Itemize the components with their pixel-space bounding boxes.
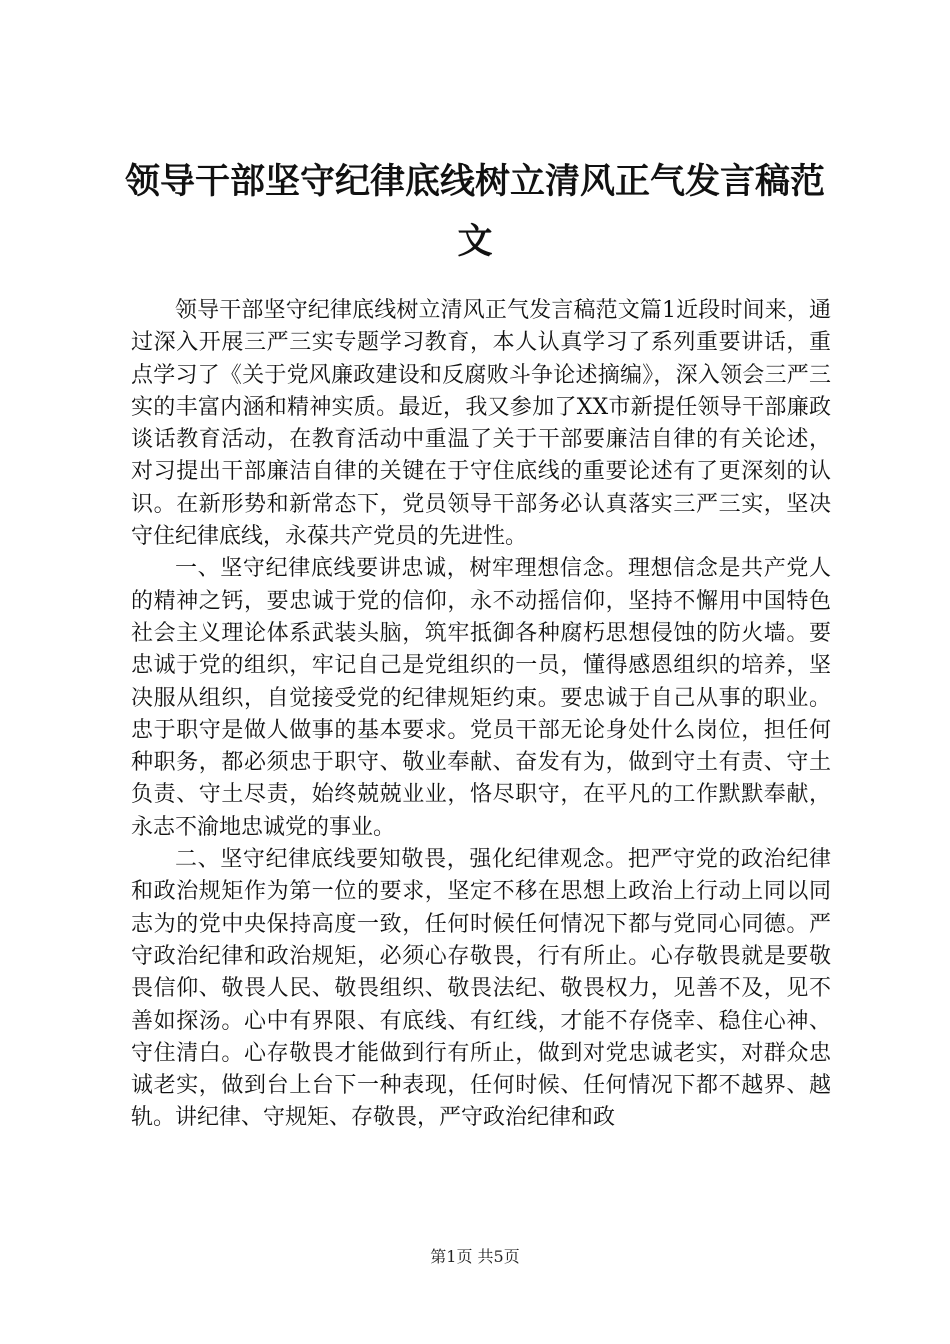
paragraph-section-two: 二、坚守纪律底线要知敬畏，强化纪律观念。把严守党的政治纪律和政治规矩作为第一位的要求，坚定不移在思想上政治上行动上同以同志为的党中央保持高度一致，任何时候任何情况下都与党同心同德。严守政治纪律和政治规矩，必须心存敬畏，行有所止。心存敬畏就是要敬畏信仰、敬畏人民、敬畏组织、敬畏法纪、敬畏权力，见善不及，见不善如探汤。心中有界限、有底线、有红线，才能不存侥幸、稳住心神、守住清白。心存敬畏才能做到行有所止，做到对党忠诚老实，对群众忠诚老实，做到台上台下一种表现，任何时候、任何情况下都不越界、越轨。讲纪律、守规矩、存敬畏，严守政治纪律和政 (131, 847, 831, 1131)
document-body (131, 295, 831, 1135)
document-title: 领导干部坚守纪律底线树立清风正气发言稿范文 (124, 161, 825, 262)
paragraph-section-one: 一、坚守纪律底线要讲忠诚，树牢理想信念。理想信念是共产党人的精神之钙，要忠诚于党的信仰，永不动摇信仰，坚持不懈用中国特色社会主义理论体系武装头脑，筑牢抵御各种腐朽思想侵蚀的防火墙。要忠诚于党的组织，牢记自己是党组织的一员，懂得感恩组织的培养，坚决服从组织，自觉接受党的纪律规矩约束。要忠诚于自己从事的职业。忠于职守是做人做事的基本要求。党员干部无论身处什么岗位，担任何种职务，都必须忠于职守、敬业奉献、奋发有为，做到守土有责、守土负责、守土尽责，始终兢兢业业，恪尽职守，在平凡的工作默默奉献，永志不渝地忠诚党的事业。 (131, 556, 831, 840)
page-number-footer: 第1页 共5页 (430, 1247, 520, 1266)
paragraph-intro: 领导干部坚守纪律底线树立清风正气发言稿范文篇1近段时间来，通过深入开展三严三实专题学习教育，本人认真学习了系列重要讲话，重点学习了《关于党风廉政建设和反腐败斗争论述摘编》，深入领会三严三实的丰富内涵和精神实质。最近，我又参加了XX市新提任领导干部廉政谈话教育活动，在教育活动中重温了关于干部要廉洁自律的有关论述，对习提出干部廉洁自律的关键在于守住底线的重要论述有了更深刻的认识。在新形势和新常态下，党员领导干部务必认真落实三严三实，坚决守住纪律底线，永葆共产党员的先进性。 (131, 298, 831, 550)
